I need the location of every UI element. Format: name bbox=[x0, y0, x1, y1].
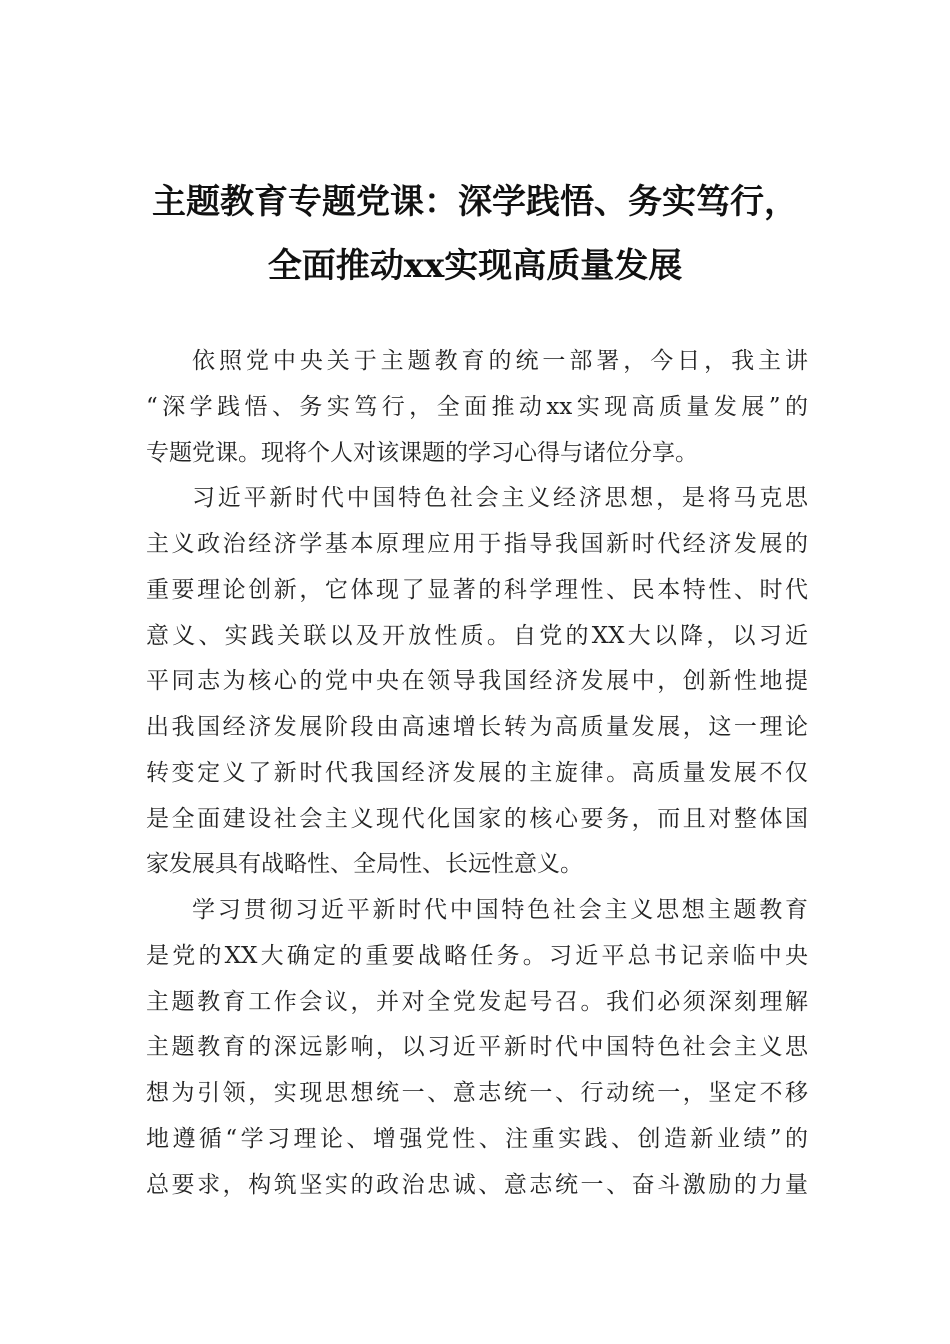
paragraph-2-line-1: 习近平新时代中国特色社会主义经济思想，是将马克思 bbox=[192, 485, 808, 511]
paragraph-2-line-9: 家发展具有战略性、全局性、长远性意义。 bbox=[146, 851, 583, 877]
paragraph-2-line-8: 是全面建设社会主义现代化国家的核心要务，而且对整体国 bbox=[146, 806, 808, 832]
paragraph-3-line-1: 学习贯彻习近平新时代中国特色社会主义思想主题教育 bbox=[192, 897, 808, 923]
paragraph-1-line-2: “深学践悟、务实笃行，全面推动xx实现高质量发展”的 bbox=[146, 394, 808, 420]
paragraph-2-line-5: 平同志为核心的党中央在领导我国经济发展中，创新性地提 bbox=[146, 668, 808, 694]
paragraph-2-line-6: 出我国经济发展阶段由高速增长转为高质量发展，这一理论 bbox=[146, 714, 808, 740]
paragraph-3-line-5: 想为引领，实现思想统一、意志统一、行动统一，坚定不移 bbox=[146, 1080, 808, 1106]
paragraph-3-line-3: 主题教育工作会议，并对全党发起号召。我们必须深刻理解 bbox=[146, 989, 808, 1015]
document-title-line-2: 全面推动xx实现高质量发展 bbox=[267, 246, 683, 286]
paragraph-2-line-7: 转变定义了新时代我国经济发展的主旋律。高质量发展不仅 bbox=[146, 760, 808, 786]
paragraph-3-line-2: 是党的XX大确定的重要战略任务。习近平总书记亲临中央 bbox=[146, 943, 808, 969]
paragraph-3-line-6: 地遵循“学习理论、增强党性、注重实践、创造新业绩”的 bbox=[146, 1126, 808, 1152]
paragraph-1-line-3: 专题党课。现将个人对该课题的学习心得与诸位分享。 bbox=[146, 440, 698, 466]
paragraph-2-line-4: 意义、实践关联以及开放性质。自党的XX大以降，以习近 bbox=[146, 623, 808, 649]
paragraph-1-line-1: 依照党中央关于主题教育的统一部署，今日，我主讲 bbox=[192, 348, 808, 374]
paragraph-2-line-2: 主义政治经济学基本原理应用于指导我国新时代经济发展的 bbox=[146, 531, 808, 557]
document-title-line-1: 主题教育专题党课：深学践悟、务实笃行， bbox=[152, 182, 798, 222]
paragraph-2-line-3: 重要理论创新，它体现了显著的科学理性、民本特性、时代 bbox=[146, 577, 808, 603]
paragraph-3-line-4: 主题教育的深远影响，以习近平新时代中国特色社会主义思 bbox=[146, 1034, 808, 1060]
paragraph-3-line-7: 总要求，构筑坚实的政治忠诚、意志统一、奋斗激励的力量 bbox=[146, 1172, 808, 1198]
